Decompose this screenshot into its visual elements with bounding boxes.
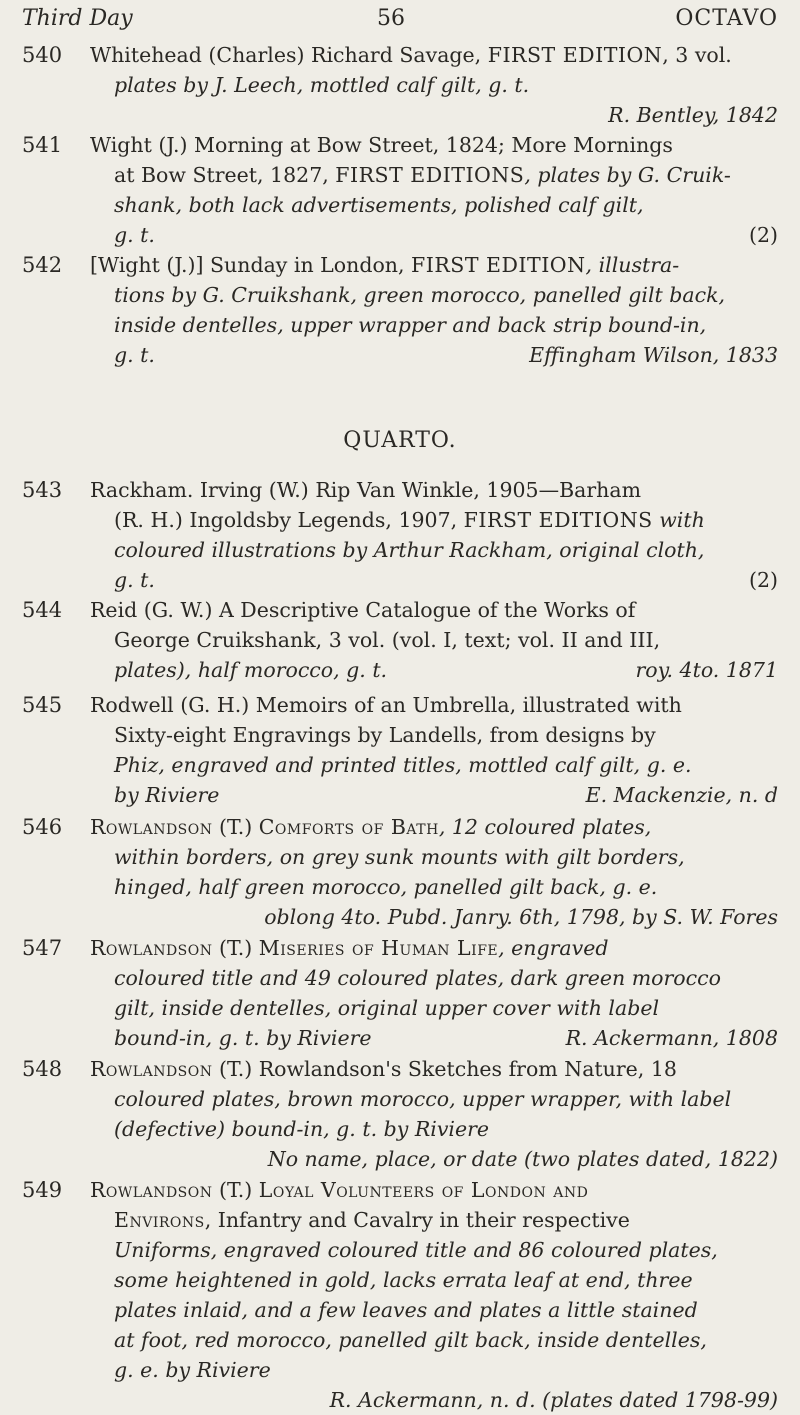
page-header (22, 6, 778, 36)
header-section: OCTAVO (675, 6, 778, 31)
lot-number: 549 (22, 1178, 63, 1202)
page-number: 56 (377, 6, 405, 31)
lot-number: 546 (22, 815, 63, 839)
lot-549: 549 Rowlandson (T.) Loyal Volunteers of London and Environs, Infantry and Cavalry in their respective Uniforms, engraved coloured title and 86 coloured plates, some heightened in gold, lacks errata leaf at end, three plates inlaid, and a few leaves and plates a little stained at foot, red morocco, panelled gilt back, inside dentelles, g. e. by Riviere R. Ackermann, n. d. (plates dated 1798-99) (22, 1175, 778, 1415)
lot-540: 540 Whitehead (Charles) Richard Savage, FIRST EDITION, 3 vol. plates by J. Leech, mottled calf gilt, g. t. R. Bentley, 1842 (22, 40, 778, 130)
lot-548: 548 Rowlandson (T.) Rowlandson's Sketches from Nature, 18 coloured plates, brown morocco, upper wrapper, with label (defective) bound-in, g. t. by Riviere No name, place, or date (two plates dated, 1822) (22, 1054, 778, 1174)
lot-number: 540 (22, 43, 63, 67)
lot-number: 548 (22, 1057, 63, 1081)
lot-543: 543 Rackham. Irving (W.) Rip Van Winkle, 1905—Barham (R. H.) Ingoldsby Legends, 1907, FIRST EDITIONS with coloured illustrations by Arthur Rackham, original cloth, g. t. (2) (22, 475, 778, 595)
lot-number: 541 (22, 133, 63, 157)
lot-number: 543 (22, 478, 63, 502)
lot-545: 545 Rodwell (G. H.) Memoirs of an Umbrella, illustrated with Sixty-eight Engravings by Landells, from designs by Phiz, engraved and printed titles, mottled calf gilt, g. e. by Riviere E. Mackenzie, n. d (22, 690, 778, 810)
section-title: QUARTO. (343, 428, 457, 453)
lot-541: 541 Wight (J.) Morning at Bow Street, 1824; More Mornings at Bow Street, 1827, FIRST EDITIONS, plates by G. Cruik- shank, both lack advertisements, polished calf gilt, g. t. (2) (22, 130, 778, 250)
lot-number: 545 (22, 693, 63, 717)
header-day: Third Day (22, 6, 133, 31)
lot-number: 544 (22, 598, 63, 622)
lot-542: 542 [Wight (J.)] Sunday in London, FIRST EDITION, illustra- tions by G. Cruikshank, green morocco, panelled gilt back, inside dentelles, upper wrapper and back strip bound-in, g. t. Effingham Wilson, 1833 (22, 250, 778, 370)
lot-number: 542 (22, 253, 63, 277)
lot-546: 546 Rowlandson (T.) Comforts of Bath, 12 coloured plates, within borders, on grey sunk mounts with gilt borders, hinged, half green morocco, panelled gilt back, g. e. oblong 4to. Pubd. Janry. 6th, 1798, by S. W. Fores (22, 812, 778, 932)
lot-547: 547 Rowlandson (T.) Miseries of Human Life, engraved coloured title and 49 coloured plates, dark green morocco gilt, inside dentelles, original upper cover with label bound-in, g. t. by Riviere R. Ackermann, 1808 (22, 933, 778, 1053)
lot-544: 544 Reid (G. W.) A Descriptive Catalogue of the Works of George Cruikshank, 3 vol. (vol. I, text; vol. II and III, plates), half morocco, g. t. roy. 4to. 1871 (22, 595, 778, 685)
lot-number: 547 (22, 936, 63, 960)
